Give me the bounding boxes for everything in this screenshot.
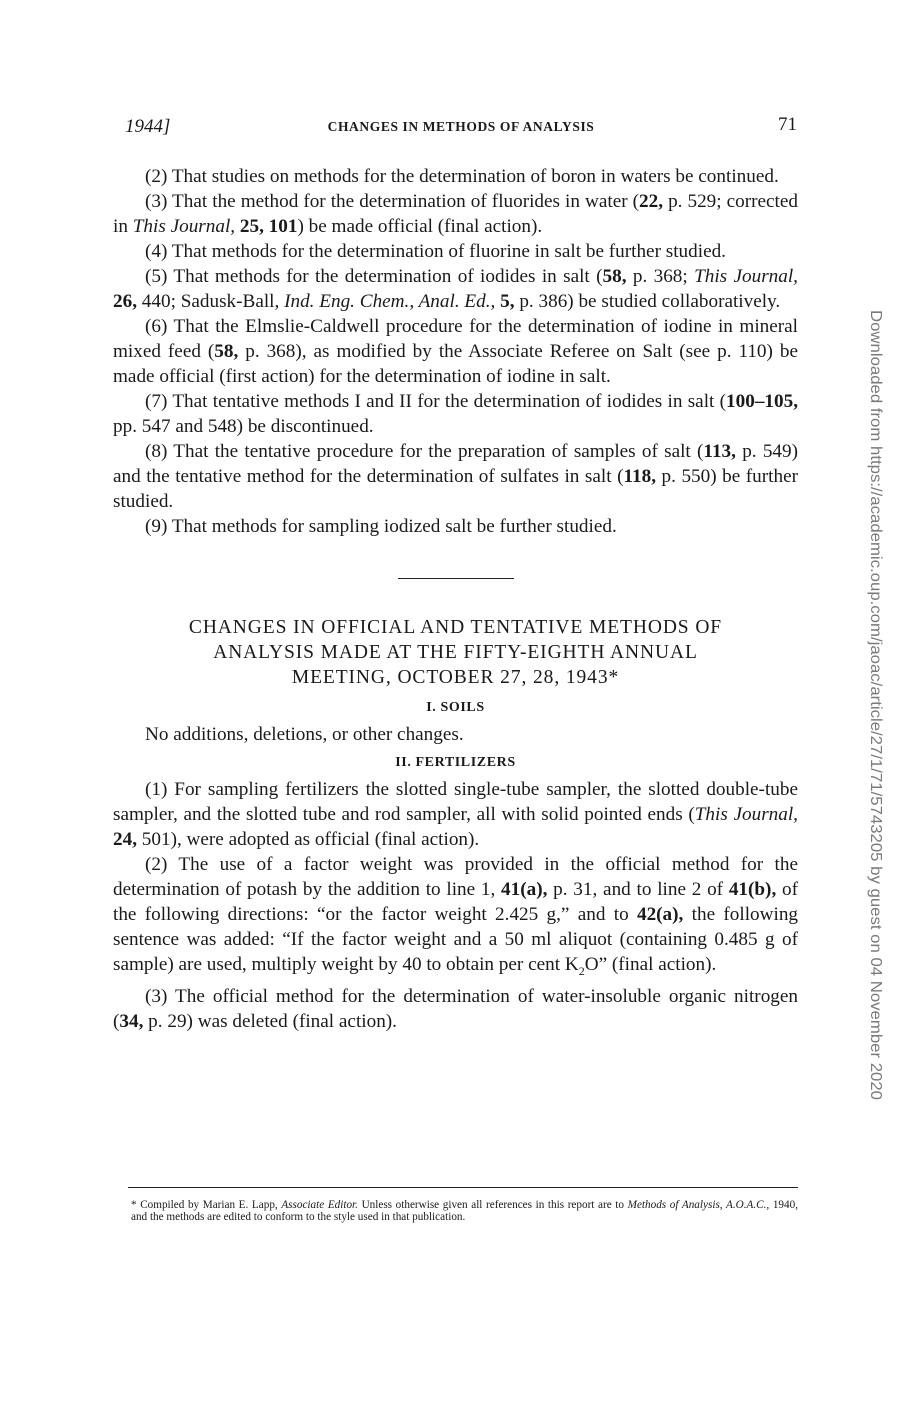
paragraph-6: (6) That the Elmslie-Caldwell procedure for the determination of iodine in mineral mixed feed (58, p. 368), as modified by the Associate Referee on Salt (see p. 110) be made official (first action) for the determination of iodine in salt. xyxy=(113,316,798,387)
section-heading-soils: I. SOILS xyxy=(426,700,485,715)
paragraph-5: (5) That methods for the determination of iodides in salt (58, p. 368; This Journal, 26, 440; Sadusk-Ball, Ind. Eng. Chem., Anal. Ed., 5, p. 386) be studied collaboratively. xyxy=(113,266,798,312)
paragraph-4: (4) That methods for the determination of fluorine in salt be further studied. xyxy=(145,241,726,262)
fertilizers-paragraph-1: (1) For sampling fertilizers the slotted single-tube sampler, the slotted double-tube sampler, and the slotted tube and rod sampler, all with solid pointed ends (This Journal, 24, 501), were adopted as official (final action). xyxy=(113,779,798,850)
running-header xyxy=(125,116,797,140)
footnote: * Compiled by Marian E. Lapp, Associate Editor. Unless otherwise given all references in this report are to Methods of Analysis, A.O.A.C., 1940, and the methods are edited to conform to the style used in that publication. xyxy=(131,1199,798,1223)
section-divider xyxy=(398,578,514,579)
section-heading-fertilizers: II. FERTILIZERS xyxy=(395,755,516,770)
watermark-text: Downloaded from https://academic.oup.com/jaoac/article/27/1/71/5743205 by guest on 04 November 2020 xyxy=(867,310,884,1041)
paragraph-2: (2) That studies on methods for the determination of boron in waters be continued. xyxy=(145,166,779,187)
soils-text: No additions, deletions, or other changes. xyxy=(145,724,464,745)
footnote-rule xyxy=(128,1187,798,1188)
page-body xyxy=(113,164,798,1034)
fertilizers-paragraph-3: (3) The official method for the determination of water-insoluble organic nitrogen (34, p. 29) was deleted (final action). xyxy=(113,985,798,1032)
article-title: CHANGES IN OFFICIAL AND TENTATIVE METHODS OF ANALYSIS MADE AT THE FIFTY-EIGHTH ANNUAL MEETING, OCTOBER 27, 28, 1943* xyxy=(188,617,723,688)
header-title: CHANGES IN METHODS OF ANALYSIS xyxy=(327,119,595,134)
paragraph-9: (9) That methods for sampling iodized salt be further studied. xyxy=(145,516,617,537)
page-number: 71 xyxy=(778,114,797,135)
paragraph-7: (7) That tentative methods I and II for the determination of iodides in salt (100–105, pp. 547 and 548) be discontinued. xyxy=(113,391,798,437)
header-year: 1944] xyxy=(125,116,171,137)
paragraph-3: (3) That the method for the determination of fluorides in water (22, p. 529; corrected in This Journal, 25, 101) be made official (final action). xyxy=(113,191,798,237)
fertilizers-paragraph-2: (2) The use of a factor weight was provided in the official method for the determination of potash by the addition to line 1, 41(a), p. 31, and to line 2 of 41(b), of the following directions: “or the factor weight 2.425 g,” and to 42(a), the following sentence was added: “If the factor weight and a 50 ml aliquot (containing 0.485 g of sample) are used, multiply weight by 40 to obtain per cent $K_2O$” (final action). xyxy=(113,854,799,978)
download-watermark xyxy=(861,310,884,1110)
paragraph-8: (8) That the tentative procedure for the preparation of samples of salt (113, p. 549) and the tentative method for the determination of sulfates in salt (118, p. 550) be further studied. xyxy=(113,441,799,512)
